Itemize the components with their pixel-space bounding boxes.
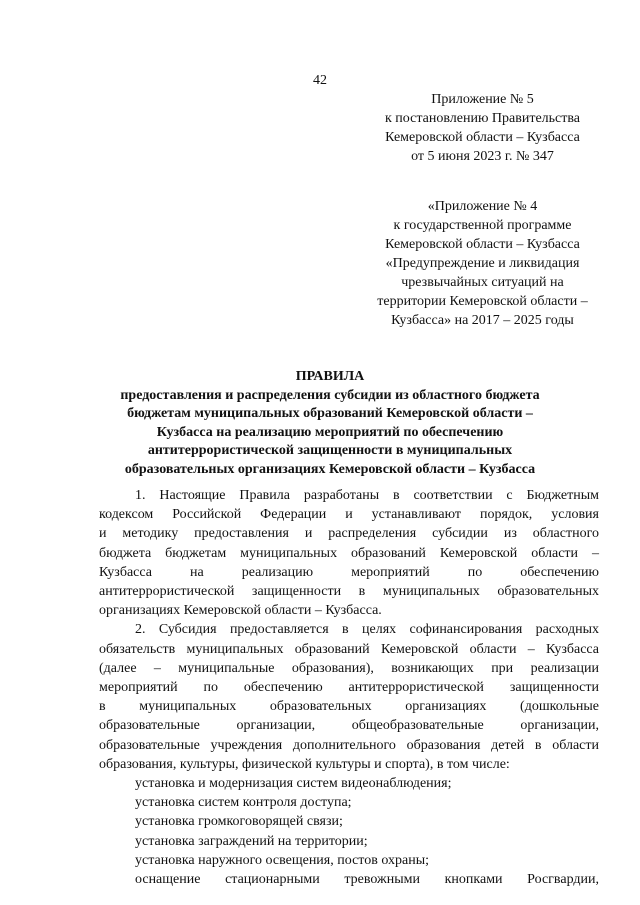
measures-list xyxy=(99,774,599,889)
annex-5-line: Кемеровской области – Кузбасса xyxy=(385,130,580,145)
list-item: установка наружного освещения, постов охраны; xyxy=(135,852,429,868)
paragraph-line: организациях Кемеровской области – Кузбасса. xyxy=(99,603,382,619)
paragraph-line: 2. Субсидия предоставляется в целях софинансирования расходных xyxy=(135,622,599,638)
title-line: образовательных организациях Кемеровской области – Кузбасса xyxy=(124,461,536,477)
paragraph-line: обязательств муниципальных образований Кемеровской области – Кузбасса xyxy=(99,641,599,657)
annex-4-line: к государственной программе xyxy=(393,218,572,233)
title-line: Кузбасса на реализацию мероприятий по обеспечению xyxy=(156,424,504,440)
page-number: 42 xyxy=(313,73,327,88)
paragraph-line: образовательные организации, общеобразовательные организации, xyxy=(99,718,599,734)
paragraph-line: бюджета бюджетам муниципальных образований Кемеровской области – xyxy=(99,545,599,561)
annex-4-header xyxy=(360,197,605,330)
title-line: антитеррористической защищенности в муниципальных xyxy=(147,443,513,458)
title-line: предоставления и распределения субсидии из областного бюджета xyxy=(120,387,540,403)
annex-5-line: от 5 июня 2023 г. № 347 xyxy=(411,149,554,164)
paragraph-line: в муниципальных образовательных организациях (дошкольные xyxy=(99,699,599,715)
title-line: бюджетам муниципальных образований Кемеровской области – xyxy=(127,406,533,421)
title-heading: ПРАВИЛА xyxy=(295,369,365,384)
document-body xyxy=(99,486,599,889)
list-item: оснащение стационарными тревожными кнопками Росгвардии, xyxy=(135,872,599,888)
annex-4-line: «Предупреждение и ликвидация xyxy=(385,256,580,271)
document-title xyxy=(95,368,565,479)
annex-4-line: «Приложение № 4 xyxy=(427,199,538,214)
paragraph-line: Кузбасса на реализацию мероприятий по обеспечению xyxy=(99,564,599,580)
annex-5-line: к постановлению Правительства xyxy=(384,111,581,126)
annex-4-line: Кузбасса» на 2017 – 2025 годы xyxy=(391,313,574,328)
list-item: установка и модернизация систем видеонаблюдения; xyxy=(135,776,452,792)
paragraph-2 xyxy=(99,620,599,774)
list-item: установка систем контроля доступа; xyxy=(135,795,352,811)
paragraph-1 xyxy=(99,486,599,620)
paragraph-line: кодексом Российской Федерации и устанавливают порядок, условия xyxy=(99,507,599,523)
paragraph-line: (далее – муниципальные образования), возникающих при реализации xyxy=(99,660,599,676)
annex-5-header xyxy=(360,90,605,166)
annex-4-line: территории Кемеровской области – xyxy=(377,294,588,309)
list-item: установка заграждений на территории; xyxy=(135,833,368,849)
paragraph-line: 1. Настоящие Правила разработаны в соответствии с Бюджетным xyxy=(135,488,599,503)
list-item: установка громкоговорящей связи; xyxy=(135,814,343,830)
paragraph-line: образовательные учреждения дополнительного образования детей в области xyxy=(99,737,599,753)
paragraph-line: и методику предоставления и распределения субсидии из областного xyxy=(99,526,599,542)
annex-4-line: Кемеровской области – Кузбасса xyxy=(385,237,580,252)
paragraph-line: мероприятий по обеспечению антитеррористической защищенности xyxy=(99,680,599,696)
paragraph-line: антитеррористической защищенности в муниципальных образовательных xyxy=(99,584,599,600)
paragraph-line: образования, культуры, физической культуры и спорта), в том числе: xyxy=(99,756,510,772)
annex-4-line: чрезвычайных ситуаций на xyxy=(401,275,564,290)
annex-5-line: Приложение № 5 xyxy=(431,92,534,107)
